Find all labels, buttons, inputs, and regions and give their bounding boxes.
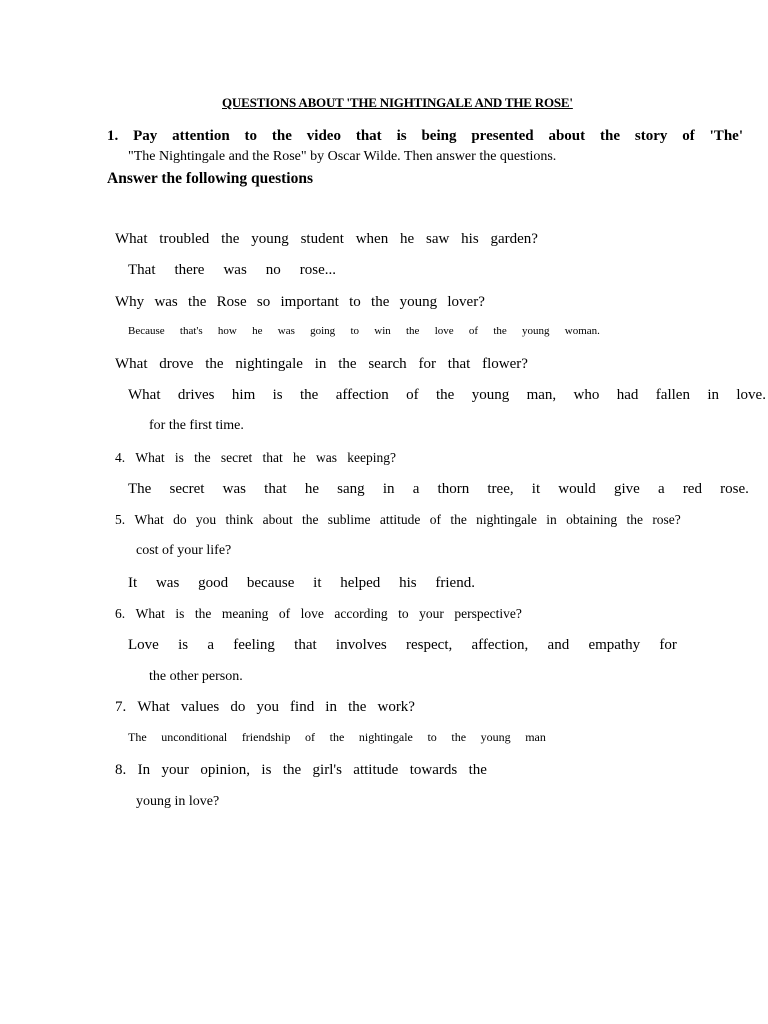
answer-text xyxy=(128,576,475,591)
answer-text xyxy=(128,482,749,497)
word: important xyxy=(280,294,339,310)
word: is xyxy=(261,762,272,778)
word: your xyxy=(419,606,444,621)
word: feeling xyxy=(233,637,275,653)
word: 'The' xyxy=(709,128,743,144)
word: he xyxy=(400,231,415,247)
word: that xyxy=(294,637,317,653)
word: love xyxy=(434,325,454,337)
word: 4. xyxy=(115,450,126,465)
word: What xyxy=(134,512,164,527)
word: Love xyxy=(128,637,159,653)
word: is xyxy=(396,128,407,144)
word: of xyxy=(305,730,316,744)
question-text xyxy=(115,700,415,715)
question-text xyxy=(115,451,396,465)
word: that xyxy=(355,128,382,144)
word: search xyxy=(368,356,407,372)
word: is xyxy=(272,387,283,403)
word: that xyxy=(262,450,283,465)
word: young xyxy=(471,387,510,403)
answer-text xyxy=(128,731,546,743)
question-1-subtext: "The Nightingale and the Rose" by Oscar Wilde. Then answer the questions. xyxy=(128,149,557,164)
word: the xyxy=(194,606,212,621)
word: man, xyxy=(526,387,557,403)
word: the xyxy=(436,387,455,403)
word: drove xyxy=(159,356,194,372)
word: who xyxy=(573,387,600,403)
word: being xyxy=(421,128,457,144)
word: the xyxy=(221,231,240,247)
word: find xyxy=(290,699,315,715)
word: when xyxy=(355,231,389,247)
word: the xyxy=(348,699,367,715)
word: a xyxy=(412,481,420,497)
word: It xyxy=(128,575,138,591)
question-text xyxy=(115,295,485,310)
word: woman. xyxy=(564,325,600,337)
answer-text xyxy=(128,263,336,278)
word: meaning xyxy=(221,606,269,621)
question-1 xyxy=(107,129,743,144)
word: was xyxy=(154,294,178,310)
word: in xyxy=(325,699,337,715)
word: secret xyxy=(220,450,253,465)
word: your xyxy=(161,762,190,778)
word: young xyxy=(522,325,550,337)
word: The xyxy=(128,730,147,744)
word: Because xyxy=(128,325,165,337)
word: for xyxy=(659,637,677,653)
word: was xyxy=(277,325,295,337)
word: fallen xyxy=(655,387,690,403)
word: the xyxy=(468,762,487,778)
word: that xyxy=(264,481,287,497)
word: the xyxy=(600,128,621,144)
word: rose... xyxy=(299,262,336,278)
word: he xyxy=(293,450,306,465)
word: him xyxy=(231,387,256,403)
word: Why xyxy=(115,294,145,310)
word: that's xyxy=(179,325,203,337)
word: is xyxy=(174,450,184,465)
word: of xyxy=(278,606,291,621)
word: that xyxy=(447,356,471,372)
word: would xyxy=(558,481,596,497)
word: his xyxy=(461,231,479,247)
word: a xyxy=(657,481,665,497)
question-text xyxy=(115,232,538,247)
word: of xyxy=(682,128,695,144)
word: give xyxy=(613,481,640,497)
word: What xyxy=(137,699,170,715)
word: Pay xyxy=(133,128,158,144)
word: was xyxy=(155,575,180,591)
answer-text xyxy=(128,326,600,337)
word: a xyxy=(207,637,215,653)
word: he xyxy=(252,325,263,337)
word: to xyxy=(244,128,258,144)
word: girl's xyxy=(312,762,342,778)
word: attitude xyxy=(379,512,421,527)
word: That xyxy=(128,262,156,278)
word: the xyxy=(300,387,319,403)
word: you xyxy=(256,699,279,715)
word: rose. xyxy=(720,481,749,497)
word: there xyxy=(174,262,205,278)
word: in xyxy=(707,387,719,403)
title-text: QUESTIONS ABOUT 'THE NIGHTINGALE AND THE ROSE' xyxy=(222,95,573,110)
word: empathy xyxy=(588,637,641,653)
word: drives xyxy=(177,387,215,403)
word: to xyxy=(349,294,361,310)
word: is xyxy=(178,637,189,653)
word: it xyxy=(531,481,541,497)
question-text xyxy=(115,357,528,372)
answer-text: for the first time. xyxy=(149,418,244,433)
word: to xyxy=(398,606,409,621)
question-text xyxy=(115,513,681,527)
question-text: cost of your life? xyxy=(136,543,232,558)
word: story xyxy=(634,128,668,144)
question-text xyxy=(115,607,522,621)
word: the xyxy=(626,512,643,527)
word: unconditional xyxy=(161,730,228,744)
word: for xyxy=(418,356,436,372)
word: the xyxy=(188,294,207,310)
word: the xyxy=(451,730,467,744)
answer-text xyxy=(128,388,766,403)
word: going xyxy=(310,325,336,337)
word: the xyxy=(329,730,345,744)
word: love. xyxy=(736,387,766,403)
word: good xyxy=(198,575,229,591)
word: What xyxy=(135,450,165,465)
word: was xyxy=(316,450,338,465)
answer-text xyxy=(128,638,677,653)
word: of xyxy=(406,387,419,403)
word: towards xyxy=(409,762,458,778)
word: do xyxy=(230,699,246,715)
word: in xyxy=(314,356,327,372)
word: video xyxy=(306,128,341,144)
word: and xyxy=(547,637,570,653)
word: What xyxy=(115,356,148,372)
word: 8. xyxy=(115,762,127,778)
word: the xyxy=(282,762,302,778)
word: in xyxy=(546,512,557,527)
word: What xyxy=(128,387,161,403)
word: tree, xyxy=(487,481,514,497)
word: affection xyxy=(335,387,389,403)
word: young xyxy=(399,294,438,310)
word: do xyxy=(173,512,187,527)
word: sublime xyxy=(327,512,371,527)
word: the xyxy=(450,512,467,527)
word: because xyxy=(246,575,295,591)
word: so xyxy=(256,294,271,310)
word: troubled xyxy=(159,231,210,247)
word: rose? xyxy=(652,512,681,527)
word: had xyxy=(616,387,639,403)
word: the xyxy=(271,128,292,144)
word: young xyxy=(480,730,511,744)
word: he xyxy=(304,481,319,497)
word: flower? xyxy=(482,356,528,372)
document-title xyxy=(222,96,573,109)
word: sang xyxy=(337,481,365,497)
word: was xyxy=(223,262,247,278)
word: about xyxy=(548,128,586,144)
word: his xyxy=(399,575,417,591)
word: attention xyxy=(172,128,230,144)
word: secret xyxy=(169,481,205,497)
word: the xyxy=(493,325,507,337)
word: the xyxy=(338,356,357,372)
word: no xyxy=(265,262,281,278)
word: student xyxy=(300,231,344,247)
word: the xyxy=(406,325,420,337)
word: In xyxy=(137,762,151,778)
word: involves xyxy=(335,637,387,653)
word: Rose xyxy=(216,294,247,310)
word: is xyxy=(175,606,185,621)
word: saw xyxy=(426,231,450,247)
word: 5. xyxy=(115,512,126,527)
answer-text: the other person. xyxy=(149,669,243,684)
word: to xyxy=(350,325,359,337)
word: how xyxy=(217,325,237,337)
word: keeping? xyxy=(347,450,396,465)
word: man xyxy=(525,730,546,744)
word: 1. xyxy=(107,128,119,144)
word: 6. xyxy=(115,606,126,621)
word: friend. xyxy=(435,575,475,591)
word: the xyxy=(301,512,319,527)
word: opinion, xyxy=(200,762,251,778)
word: What xyxy=(135,606,165,621)
word: affection, xyxy=(471,637,529,653)
answer-heading: Answer the following questions xyxy=(107,170,313,187)
word: of xyxy=(429,512,441,527)
word: work? xyxy=(377,699,415,715)
word: nightingale xyxy=(235,356,303,372)
word: obtaining xyxy=(566,512,618,527)
word: perspective? xyxy=(454,606,522,621)
word: of xyxy=(468,325,479,337)
word: red xyxy=(682,481,702,497)
word: young xyxy=(251,231,289,247)
word: according xyxy=(334,606,388,621)
word: friendship xyxy=(241,730,291,744)
word: nightingale xyxy=(358,730,413,744)
word: win xyxy=(374,325,391,337)
word: the xyxy=(371,294,390,310)
word: respect, xyxy=(406,637,453,653)
word: What xyxy=(115,231,148,247)
word: 7. xyxy=(115,699,127,715)
word: the xyxy=(194,450,211,465)
word: lover? xyxy=(447,294,485,310)
word: was xyxy=(222,481,246,497)
word: attitude xyxy=(353,762,399,778)
word: nightingale xyxy=(476,512,537,527)
word: you xyxy=(195,512,217,527)
word: garden? xyxy=(490,231,538,247)
question-text: young in love? xyxy=(136,794,220,809)
word: The xyxy=(128,481,152,497)
word: thorn xyxy=(437,481,470,497)
word: think xyxy=(225,512,254,527)
word: it xyxy=(313,575,322,591)
question-text xyxy=(115,763,487,778)
word: love xyxy=(300,606,324,621)
word: values xyxy=(180,699,220,715)
word: the xyxy=(205,356,224,372)
word: about xyxy=(262,512,293,527)
word: in xyxy=(382,481,395,497)
word: helped xyxy=(340,575,381,591)
word: presented xyxy=(471,128,534,144)
word: to xyxy=(427,730,437,744)
